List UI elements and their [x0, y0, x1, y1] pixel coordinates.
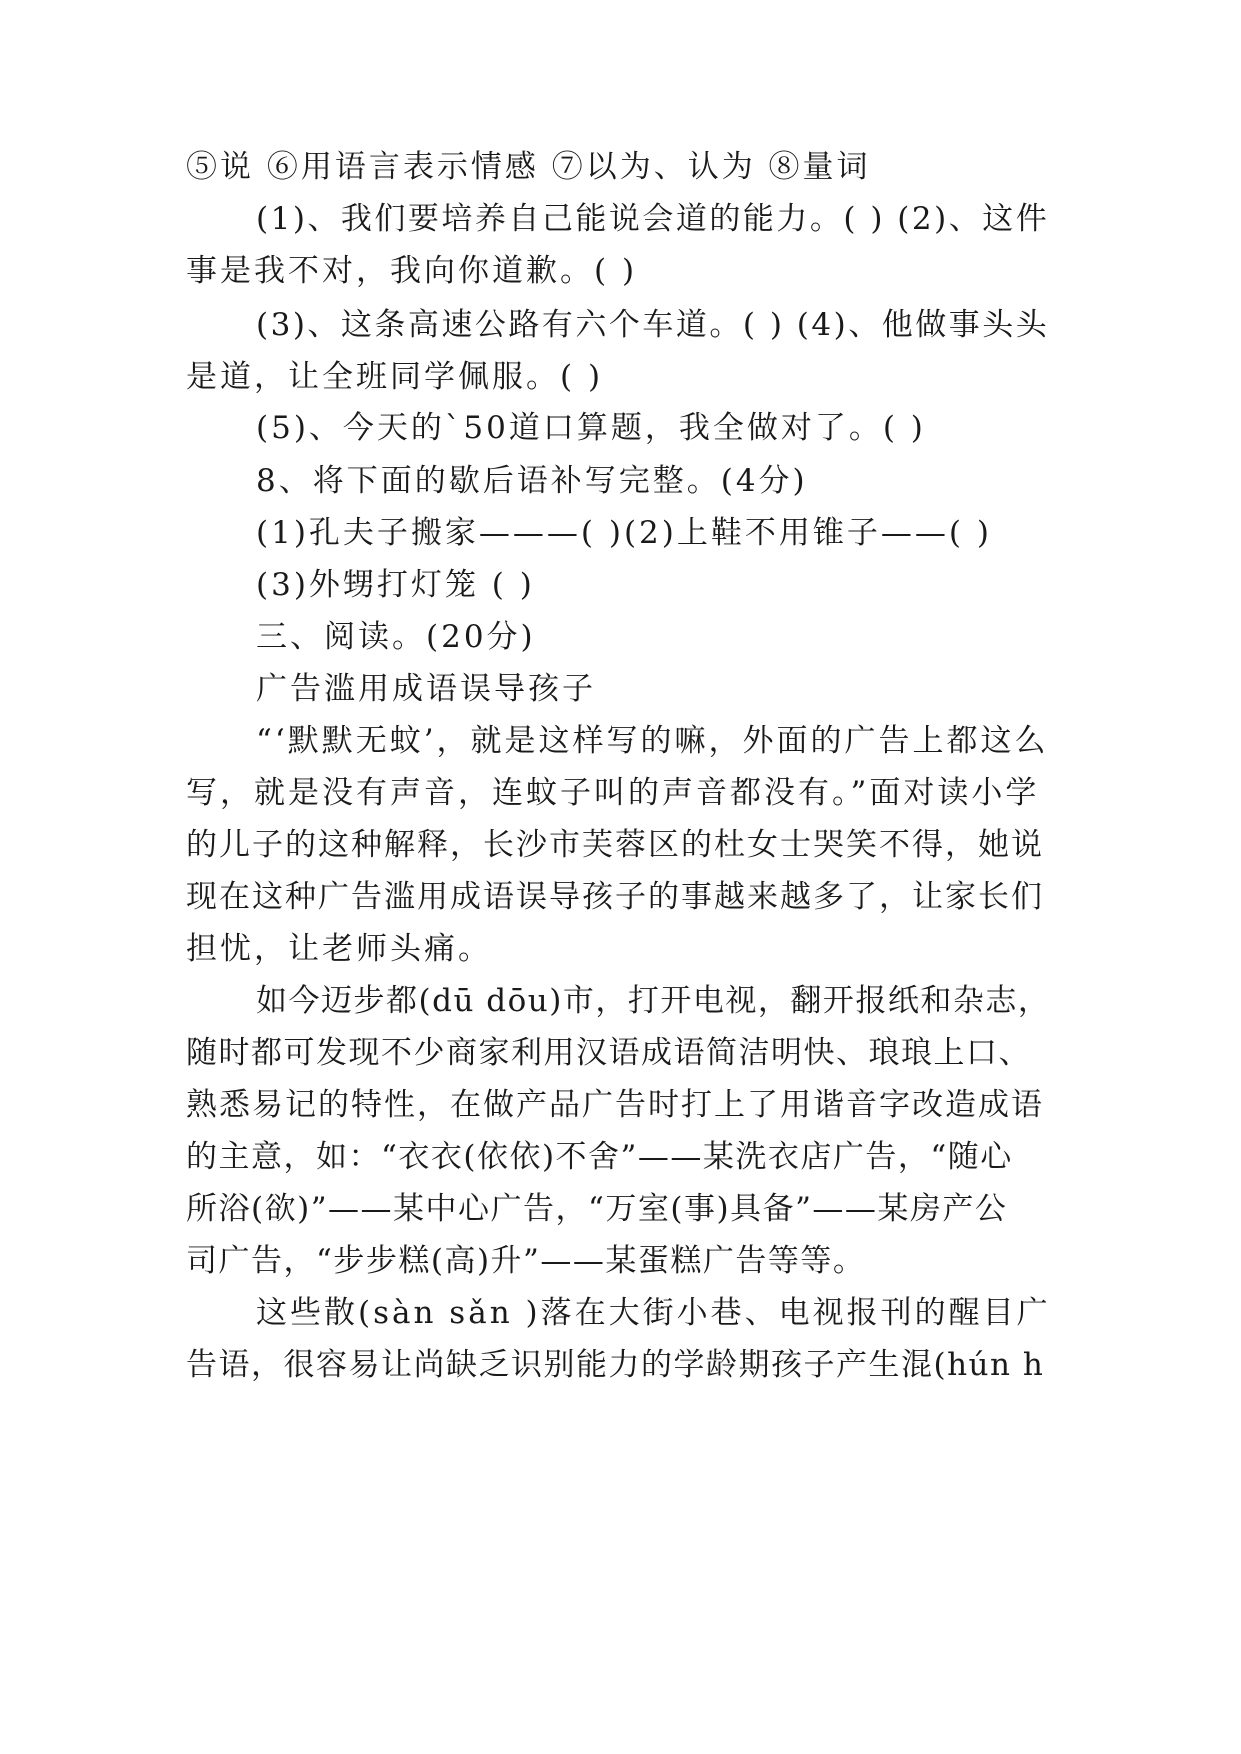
line-question-2-cont: 事是我不对，我向你道歉。( ): [186, 253, 638, 289]
paragraph-2-line-1: 如今迈步都(dū dōu)市，打开电视，翻开报纸和杂志，: [256, 983, 1051, 1019]
paragraph-3-line-1: 这些散(sàn sǎn )落在大街小巷、电视报刊的醒目广: [256, 1295, 1051, 1331]
section-3-heading: 三、阅读。(20分): [256, 619, 536, 655]
line-question-5: (5)、今天的`50道口算题，我全做对了。( ): [256, 410, 926, 446]
line-xiehouyu-1: (1)孔夫子搬家———( )(2)上鞋不用锥子——( ): [256, 515, 992, 551]
paragraph-1-line-2: 写，就是没有声音，连蚊子叫的声音都没有。”面对读小学: [186, 775, 1040, 811]
line-xiehouyu-3: (3)外甥打灯笼 ( ): [256, 567, 535, 603]
paragraph-2-line-2: 随时都可发现不少商家利用汉语成语简洁明快、琅琅上口、: [186, 1035, 1031, 1071]
paragraph-1-line-1: “‘默默无蚊’，就是这样写的嘛，外面的广告上都这么: [256, 723, 1049, 759]
line-question-3: (3)、这条高速公路有六个车道。( ) (4)、他做事头头: [256, 307, 1050, 343]
paragraph-2-line-6: 司广告，“步步糕(高)升”——某蛋糕广告等等。: [186, 1243, 866, 1279]
paragraph-1-line-5: 担忧，让老师头痛。: [186, 931, 492, 967]
paragraph-2-line-4: 的主意，如：“衣衣(依依)不舍”——某洗衣店广告，“随心: [186, 1139, 1013, 1175]
paragraph-2-line-3: 熟悉易记的特性，在做产品广告时打上了用谐音字改造成语: [186, 1087, 1044, 1123]
line-definitions: ⑤说 ⑥用语言表示情感 ⑦以为、认为 ⑧量词: [186, 149, 871, 185]
line-question-4-cont: 是道，让全班同学佩服。( ): [186, 359, 604, 395]
paragraph-1-line-4: 现在这种广告滥用成语误导孩子的事越来越多了，让家长们: [186, 879, 1044, 915]
article-title: 广告滥用成语误导孩子: [256, 671, 596, 707]
paragraph-1-line-3: 的儿子的这种解释，长沙市芙蓉区的杜女士哭笑不得，她说: [186, 827, 1044, 863]
paragraph-2-line-5: 所浴(欲)”——某中心广告，“万室(事)具备”——某房产公: [186, 1191, 1008, 1227]
paragraph-3-line-2: 告语，很容易让尚缺乏识别能力的学龄期孩子产生混(hún h: [186, 1347, 1045, 1383]
section-8-heading: 8、将下面的歇后语补写完整。(4分): [256, 463, 808, 499]
line-question-1: (1)、我们要培养自己能说会道的能力。( ) (2)、这件: [256, 201, 1050, 237]
